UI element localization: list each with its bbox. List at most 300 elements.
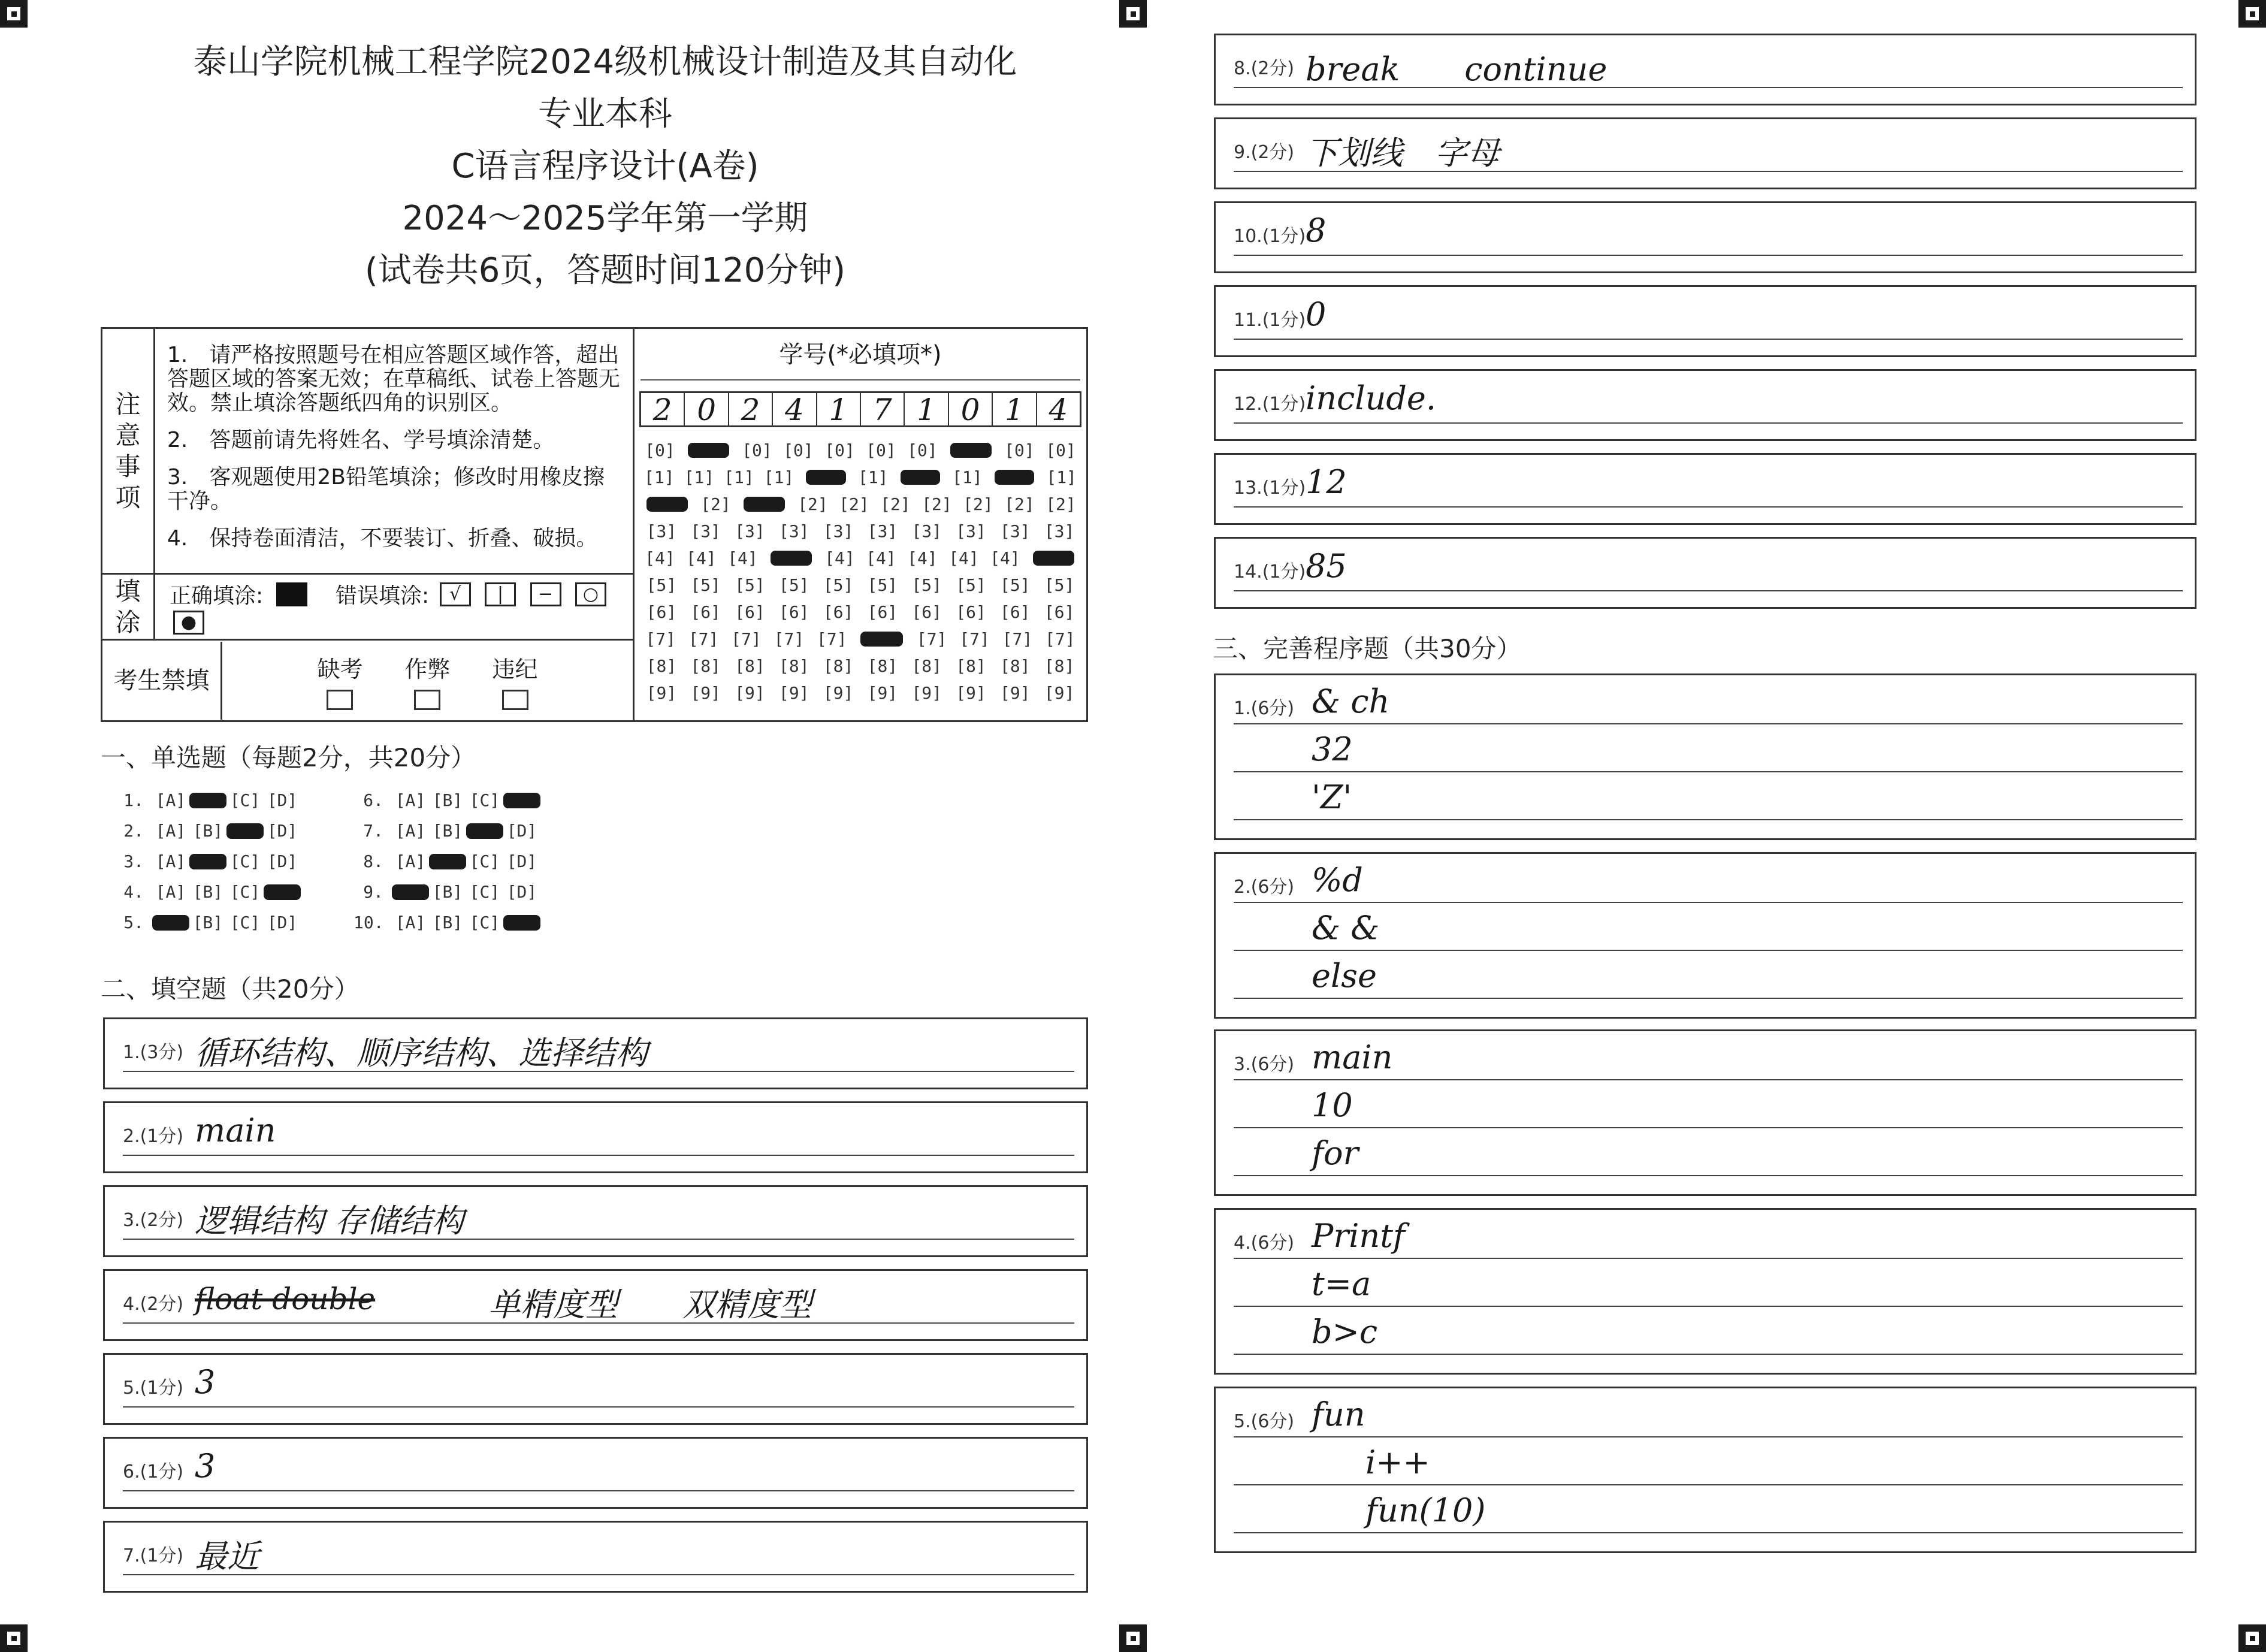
handwritten-answer: & & — [1312, 909, 1380, 947]
id-bubble[interactable]: [4] — [824, 548, 855, 568]
fill-question-label: 2.(1分) — [123, 1126, 184, 1147]
fill-answer-box[interactable] — [103, 1101, 1088, 1173]
id-bubble[interactable]: [2] — [700, 494, 731, 514]
fill-question-label: 8.(2分) — [1234, 58, 1295, 79]
mc-option-bubble[interactable] — [189, 793, 226, 808]
flag-absent-checkbox[interactable] — [327, 690, 353, 710]
exam-flag-label: 考生禁填 — [102, 642, 222, 720]
answer-underline — [1234, 1354, 2183, 1355]
section-multiple-choice-title: 一、单选题（每题2分，共20分） — [101, 743, 476, 772]
id-bubble[interactable]: [3] — [779, 521, 809, 541]
bubble-row — [639, 518, 1081, 545]
mc-option-bubble[interactable]: [B] — [432, 913, 463, 932]
bubble-row — [639, 626, 1081, 653]
handwritten-answer: 逻辑结构 存储结构 — [195, 1202, 464, 1240]
wrong-fill-sample: − — [530, 582, 561, 606]
mc-option-bubble[interactable] — [392, 884, 429, 900]
flag-cheating-checkbox[interactable] — [414, 690, 440, 710]
mc-option-bubble[interactable] — [264, 884, 301, 900]
student-id-bubble-grid — [635, 433, 1086, 710]
mc-option-bubble[interactable]: [D] — [506, 851, 537, 871]
answer-underline — [1234, 1436, 2183, 1437]
answer-underline — [1234, 723, 2183, 724]
bubble-row — [639, 491, 1081, 518]
id-bubble[interactable]: [6] — [956, 602, 986, 622]
student-id-digit: 4 — [773, 393, 817, 425]
id-bubble[interactable]: [7] — [731, 629, 762, 649]
mc-row — [114, 907, 593, 938]
program-question-label: 5.(6分) — [1234, 1411, 1295, 1432]
mc-option-bubble[interactable]: [C] — [229, 882, 261, 902]
id-bubble[interactable]: [4] — [866, 548, 896, 568]
mc-number: 2. — [123, 821, 144, 841]
mc-option-bubble[interactable]: [A] — [155, 882, 186, 902]
handwritten-answer: main — [195, 1112, 276, 1149]
mc-option-bubble[interactable]: [A] — [395, 851, 426, 871]
fill-question-label: 6.(1分) — [123, 1461, 184, 1482]
fill-answer-box[interactable] — [103, 1437, 1088, 1509]
handwritten-answer: i++ — [1365, 1443, 1430, 1481]
notice-item-1: 1. 请严格按照题号在相应答题区域作答，超出答题区域的答案无效；在草稿纸、试卷上答题无效。禁止填涂答题纸四角的识别区。 — [167, 342, 621, 415]
id-bubble[interactable]: [9] — [911, 683, 942, 703]
answer-underline — [1234, 819, 2183, 820]
fill-label: 填涂 — [102, 574, 155, 640]
id-bubble[interactable]: [7] — [774, 629, 805, 649]
id-bubble[interactable]: [5] — [779, 575, 809, 595]
answer-underline — [1234, 1079, 2183, 1080]
id-bubble[interactable]: [7] — [1002, 629, 1033, 649]
mc-option-bubble[interactable] — [226, 823, 264, 839]
id-bubble[interactable]: [4] — [645, 548, 675, 568]
corner-mark-top-middle — [1119, 0, 1147, 28]
mc-row — [114, 877, 593, 907]
answer-underline — [1234, 1306, 2183, 1307]
id-bubble[interactable]: [7] — [1045, 629, 1075, 649]
notice-items — [155, 328, 634, 574]
corner-mark-bottom-middle — [1119, 1624, 1147, 1652]
mc-option-bubble[interactable]: [D] — [267, 913, 298, 932]
id-bubble[interactable]: [6] — [999, 602, 1031, 622]
program-question-label: 1.(6分) — [1234, 698, 1295, 719]
correct-fill-sample — [276, 582, 307, 606]
mc-option-bubble[interactable]: [D] — [506, 821, 537, 841]
answer-underline — [1234, 1127, 2183, 1128]
fill-question-label: 1.(3分) — [123, 1042, 184, 1063]
mc-option-bubble[interactable]: [D] — [267, 821, 298, 841]
bubble-row — [639, 653, 1081, 679]
id-bubble[interactable]: [8] — [956, 656, 986, 676]
fill-answer-box[interactable] — [1214, 34, 2196, 105]
id-bubble[interactable]: [6] — [735, 602, 765, 622]
mc-option-bubble[interactable]: [A] — [395, 821, 426, 841]
id-bubble[interactable]: [9] — [690, 683, 721, 703]
program-answer-box[interactable] — [1214, 1208, 2196, 1375]
id-bubble[interactable]: [2] — [839, 494, 869, 514]
handwritten-answer: include. — [1306, 379, 1437, 417]
id-bubble[interactable]: [1] — [1046, 467, 1077, 487]
id-bubble[interactable]: [4] — [990, 548, 1020, 568]
handwritten-answer: Printf — [1312, 1217, 1405, 1255]
handwritten-answer: 10 — [1312, 1086, 1353, 1124]
id-bubble[interactable]: [2] — [880, 494, 911, 514]
mc-option-bubble[interactable]: [A] — [395, 790, 426, 810]
id-bubble[interactable]: [7] — [688, 629, 719, 649]
fill-question-label: 12.(1分) — [1234, 394, 1306, 415]
mc-number: 10. — [354, 913, 384, 932]
notice-table — [101, 327, 1088, 722]
mc-number: 8. — [363, 851, 383, 871]
answer-underline — [123, 1574, 1074, 1575]
student-id-digit: 7 — [861, 393, 905, 425]
id-bubble[interactable]: [6] — [779, 602, 809, 622]
header-line-5: (试卷共6页，答题时间120分钟) — [364, 251, 846, 290]
fill-answer-box[interactable] — [1214, 201, 2196, 273]
answer-underline — [123, 1155, 1074, 1156]
id-bubble[interactable]: [1] — [952, 467, 983, 487]
notice-item-3: 3. 客观题使用2B铅笔填涂；修改时用橡皮擦干净。 — [167, 464, 605, 514]
fill-question-label: 7.(1分) — [123, 1545, 184, 1566]
student-id-digit: 2 — [729, 393, 773, 425]
id-bubble[interactable]: [9] — [779, 683, 809, 703]
section-fill-blank-title: 二、填空题（共20分） — [101, 974, 359, 1004]
answer-underline — [1234, 1175, 2183, 1176]
student-id-digits — [639, 391, 1081, 427]
mc-question — [114, 821, 354, 841]
student-id-digit: 1 — [905, 393, 948, 425]
id-bubble[interactable] — [860, 632, 903, 647]
student-id-panel — [634, 328, 1087, 721]
correct-fill-label: 正确填涂: — [170, 584, 264, 608]
id-bubble[interactable]: [4] — [727, 548, 758, 568]
mc-number: 3. — [123, 851, 144, 871]
program-question-label: 4.(6分) — [1234, 1233, 1295, 1254]
id-bubble[interactable]: [0] — [907, 440, 938, 460]
id-bubble[interactable]: [6] — [690, 602, 721, 622]
flag-absent: 缺考 — [317, 651, 362, 710]
mc-question — [354, 821, 593, 841]
student-id-digit: 0 — [949, 393, 993, 425]
id-bubble[interactable]: [6] — [1044, 602, 1075, 622]
id-bubble[interactable]: [8] — [823, 656, 854, 676]
fill-question-label: 4.(2分) — [123, 1294, 184, 1315]
id-bubble[interactable]: [3] — [956, 521, 986, 541]
mc-option-bubble[interactable]: [C] — [229, 790, 261, 810]
mc-option-bubble[interactable]: [D] — [267, 851, 298, 871]
notice-label: 注意事项 — [102, 328, 155, 574]
mc-option-bubble[interactable]: [A] — [395, 913, 426, 932]
answer-underline — [1234, 998, 2183, 999]
id-bubble[interactable]: [5] — [823, 575, 854, 595]
flag-violation-checkbox[interactable] — [502, 690, 528, 710]
handwritten-answer: 3 — [195, 1363, 216, 1401]
id-bubble[interactable] — [688, 443, 729, 458]
answer-underline — [123, 1490, 1074, 1491]
program-answer-box[interactable] — [1214, 1387, 2196, 1553]
mc-question — [114, 913, 354, 932]
id-bubble[interactable]: [7] — [959, 629, 990, 649]
handwritten-answer: 最近 — [195, 1538, 259, 1575]
fill-question-label: 14.(1分) — [1234, 561, 1306, 582]
header-line-2: 专业本科 — [538, 95, 672, 134]
id-bubble[interactable]: [6] — [646, 602, 677, 622]
id-bubble[interactable]: [8] — [735, 656, 765, 676]
mc-option-bubble[interactable]: [B] — [432, 790, 463, 810]
multiple-choice-answers — [114, 785, 593, 938]
id-bubble[interactable]: [6] — [823, 602, 854, 622]
id-bubble[interactable]: [3] — [867, 521, 898, 541]
handwritten-answer: fun(10) — [1365, 1491, 1486, 1529]
id-bubble[interactable]: [1] — [724, 467, 754, 487]
mc-option-bubble[interactable]: [C] — [469, 851, 500, 871]
mc-option-bubble[interactable] — [429, 854, 466, 869]
mc-option-bubble[interactable] — [466, 823, 503, 839]
mc-option-bubble[interactable]: [B] — [432, 882, 463, 902]
id-bubble[interactable]: [1] — [684, 467, 715, 487]
id-bubble[interactable] — [771, 551, 812, 566]
bubble-row — [639, 545, 1081, 572]
id-bubble[interactable]: [0] — [1046, 440, 1076, 460]
mc-option-bubble[interactable] — [503, 793, 540, 808]
id-bubble[interactable]: [9] — [867, 683, 898, 703]
answer-underline — [123, 1406, 1074, 1408]
program-answer-box[interactable] — [1214, 674, 2196, 840]
id-bubble[interactable]: [8] — [1044, 656, 1075, 676]
id-bubble[interactable]: [2] — [797, 494, 828, 514]
id-bubble[interactable]: [8] — [690, 656, 721, 676]
id-bubble[interactable]: [9] — [735, 683, 765, 703]
mc-number: 6. — [363, 790, 383, 810]
fill-answer-box[interactable] — [1214, 369, 2196, 441]
id-bubble[interactable]: [3] — [1044, 521, 1075, 541]
wrong-fill-sample: | — [485, 582, 516, 606]
id-bubble[interactable]: [0] — [783, 440, 814, 460]
id-bubble[interactable]: [5] — [999, 575, 1031, 595]
id-bubble[interactable]: [2] — [1004, 494, 1035, 514]
id-bubble[interactable]: [5] — [1044, 575, 1075, 595]
id-bubble[interactable]: [3] — [911, 521, 942, 541]
answer-underline — [1234, 950, 2183, 951]
id-bubble[interactable]: [9] — [1044, 683, 1075, 703]
id-bubble[interactable]: [4] — [907, 548, 938, 568]
answer-underline — [1234, 1484, 2183, 1485]
student-id-digit: 2 — [641, 393, 685, 425]
bubble-row — [639, 599, 1081, 626]
mc-option-bubble[interactable]: [A] — [155, 851, 186, 871]
id-bubble[interactable]: [4] — [948, 548, 979, 568]
mc-question — [114, 851, 354, 871]
id-bubble[interactable]: [9] — [956, 683, 986, 703]
id-bubble[interactable]: [8] — [646, 656, 677, 676]
fill-answer-box[interactable] — [1214, 117, 2196, 189]
handwritten-answer: 循环结构、顺序结构、选择结构 — [195, 1034, 648, 1072]
answer-underline — [1234, 771, 2183, 772]
mc-question — [354, 790, 593, 810]
id-bubble[interactable]: [5] — [690, 575, 721, 595]
handwritten-answer: 32 — [1312, 730, 1353, 768]
header-line-3: C语言程序设计(A卷) — [451, 147, 759, 186]
mc-row — [114, 785, 593, 816]
answer-underline — [1234, 1532, 2183, 1533]
mc-option-bubble[interactable]: [D] — [506, 882, 537, 902]
id-bubble[interactable]: [3] — [999, 521, 1031, 541]
id-bubble[interactable]: [2] — [963, 494, 993, 514]
id-bubble[interactable]: [8] — [999, 656, 1031, 676]
handwritten-answer: break continue — [1306, 50, 1608, 88]
program-answer-box[interactable] — [1214, 1029, 2196, 1196]
id-bubble[interactable]: [3] — [823, 521, 854, 541]
fill-answer-box[interactable] — [1214, 537, 2196, 609]
id-bubble[interactable]: [0] — [824, 440, 855, 460]
handwritten-answer: 8 — [1306, 212, 1327, 249]
header-line-4: 2024～2025学年第一学期 — [402, 199, 808, 238]
mc-option-bubble[interactable]: [B] — [192, 821, 223, 841]
mc-row — [114, 846, 593, 877]
id-bubble[interactable]: [4] — [686, 548, 717, 568]
bubble-row — [639, 464, 1081, 491]
id-bubble[interactable]: [0] — [645, 440, 675, 460]
fill-answer-box[interactable] — [1214, 285, 2196, 357]
notice-item-2: 2. 答题前请先将姓名、学号填涂清楚。 — [167, 427, 555, 452]
id-bubble[interactable]: [8] — [779, 656, 809, 676]
id-bubble[interactable]: [1] — [644, 467, 675, 487]
notice-item-4: 4. 保持卷面清洁，不要装订、折叠、破损。 — [167, 526, 598, 551]
program-question-label: 3.(6分) — [1234, 1054, 1295, 1075]
mc-option-bubble[interactable]: [A] — [155, 821, 186, 841]
id-bubble[interactable]: [2] — [1046, 494, 1076, 514]
mc-option-bubble[interactable] — [189, 854, 226, 869]
handwritten-answer: 下划线 字母 — [1306, 134, 1500, 172]
answer-underline — [1234, 339, 2183, 340]
fill-question-label: 5.(1分) — [123, 1378, 184, 1399]
id-bubble[interactable]: [7] — [916, 629, 947, 649]
id-bubble[interactable]: [5] — [735, 575, 765, 595]
fill-example-row — [155, 574, 634, 640]
id-bubble[interactable]: [6] — [867, 602, 898, 622]
id-bubble[interactable] — [1033, 551, 1074, 566]
bubble-row — [639, 437, 1081, 464]
mc-option-bubble[interactable]: [D] — [267, 790, 298, 810]
wrong-fill-sample: ● — [173, 611, 204, 635]
mc-question — [354, 913, 593, 932]
section-program-title: 三、完善程序题（共30分） — [1213, 634, 1522, 663]
fill-answer-box[interactable] — [103, 1269, 1088, 1341]
mc-question — [354, 851, 593, 871]
mc-option-bubble[interactable] — [503, 915, 540, 931]
student-id-digit: 1 — [993, 393, 1037, 425]
answer-underline — [1234, 506, 2183, 508]
id-bubble[interactable]: [5] — [867, 575, 898, 595]
id-bubble[interactable] — [901, 470, 941, 485]
id-bubble[interactable] — [806, 470, 846, 485]
program-question-label: 2.(6分) — [1234, 877, 1295, 898]
id-bubble[interactable]: [5] — [956, 575, 986, 595]
bubble-row — [639, 572, 1081, 599]
corner-mark-bottom-right — [2238, 1624, 2266, 1652]
id-bubble[interactable]: [7] — [817, 629, 847, 649]
id-bubble[interactable]: [7] — [645, 629, 676, 649]
id-bubble[interactable]: [0] — [742, 440, 772, 460]
id-bubble[interactable]: [9] — [823, 683, 854, 703]
handwritten-answer: 单精度型 双精度型 — [488, 1286, 812, 1324]
mc-option-bubble[interactable]: [B] — [192, 882, 223, 902]
mc-option-bubble[interactable]: [C] — [229, 913, 261, 932]
id-bubble[interactable]: [5] — [911, 575, 942, 595]
mc-option-bubble[interactable]: [C] — [469, 882, 500, 902]
answer-underline — [1234, 255, 2183, 256]
mc-question — [114, 790, 354, 810]
id-bubble[interactable]: [8] — [867, 656, 898, 676]
mc-row — [114, 816, 593, 846]
mc-question — [114, 882, 354, 902]
wrong-fill-label: 错误填涂: — [336, 584, 430, 608]
id-bubble[interactable]: [6] — [911, 602, 942, 622]
mc-option-bubble[interactable] — [152, 915, 189, 931]
id-bubble[interactable]: [8] — [911, 656, 942, 676]
answer-underline — [1234, 1258, 2183, 1259]
id-bubble[interactable] — [744, 497, 785, 512]
handwritten-answer: b>c — [1312, 1313, 1378, 1351]
handwritten-answer: 12 — [1306, 463, 1347, 501]
corner-mark-top-right — [2238, 0, 2266, 28]
id-bubble[interactable]: [0] — [1004, 440, 1035, 460]
id-bubble[interactable]: [9] — [999, 683, 1031, 703]
id-bubble[interactable]: [5] — [646, 575, 677, 595]
id-bubble[interactable] — [950, 443, 992, 458]
mc-option-bubble[interactable]: [C] — [469, 790, 500, 810]
exam-header — [102, 36, 1108, 297]
id-bubble[interactable]: [3] — [646, 521, 677, 541]
fill-answer-box[interactable] — [103, 1017, 1088, 1089]
mc-option-bubble[interactable]: [C] — [229, 851, 261, 871]
bubble-row — [639, 679, 1081, 706]
fill-question-label: 11.(1分) — [1234, 310, 1306, 331]
mc-option-bubble[interactable]: [A] — [155, 790, 186, 810]
fill-question-label: 10.(1分) — [1234, 226, 1306, 247]
mc-option-bubble[interactable]: [C] — [469, 913, 500, 932]
id-bubble[interactable] — [646, 497, 688, 512]
id-bubble[interactable]: [9] — [646, 683, 677, 703]
handwritten-answer: fun — [1312, 1396, 1365, 1433]
exam-flag-row — [102, 640, 634, 721]
id-bubble[interactable]: [1] — [857, 467, 889, 487]
handwritten-answer: %d — [1312, 861, 1363, 899]
handwritten-answer: for — [1312, 1134, 1359, 1172]
student-id-digit: 0 — [685, 393, 729, 425]
wrong-fill-sample: √ — [440, 582, 471, 606]
mc-number: 9. — [363, 882, 383, 902]
program-answer-box[interactable] — [1214, 852, 2196, 1019]
fill-question-label: 13.(1分) — [1234, 478, 1306, 499]
id-bubble[interactable]: [3] — [690, 521, 721, 541]
mc-option-bubble[interactable]: [B] — [432, 821, 463, 841]
answer-underline — [1234, 590, 2183, 591]
fill-answer-box[interactable] — [103, 1521, 1088, 1593]
fill-answer-box[interactable] — [103, 1353, 1088, 1425]
mc-number: 4. — [123, 882, 144, 902]
id-bubble[interactable]: [2] — [921, 494, 952, 514]
handwritten-answer: & ch — [1312, 682, 1390, 720]
id-bubble[interactable]: [3] — [735, 521, 765, 541]
mc-option-bubble[interactable]: [B] — [192, 913, 223, 932]
fill-answer-box[interactable] — [1214, 453, 2196, 525]
id-bubble[interactable] — [995, 470, 1035, 485]
fill-answer-box[interactable] — [103, 1185, 1088, 1257]
wrong-fill-sample: ○ — [575, 582, 606, 606]
flag-cheating: 作弊 — [404, 651, 450, 710]
id-bubble[interactable]: [0] — [866, 440, 896, 460]
flag-violation: 违纪 — [493, 651, 538, 710]
id-bubble[interactable]: [1] — [763, 467, 794, 487]
